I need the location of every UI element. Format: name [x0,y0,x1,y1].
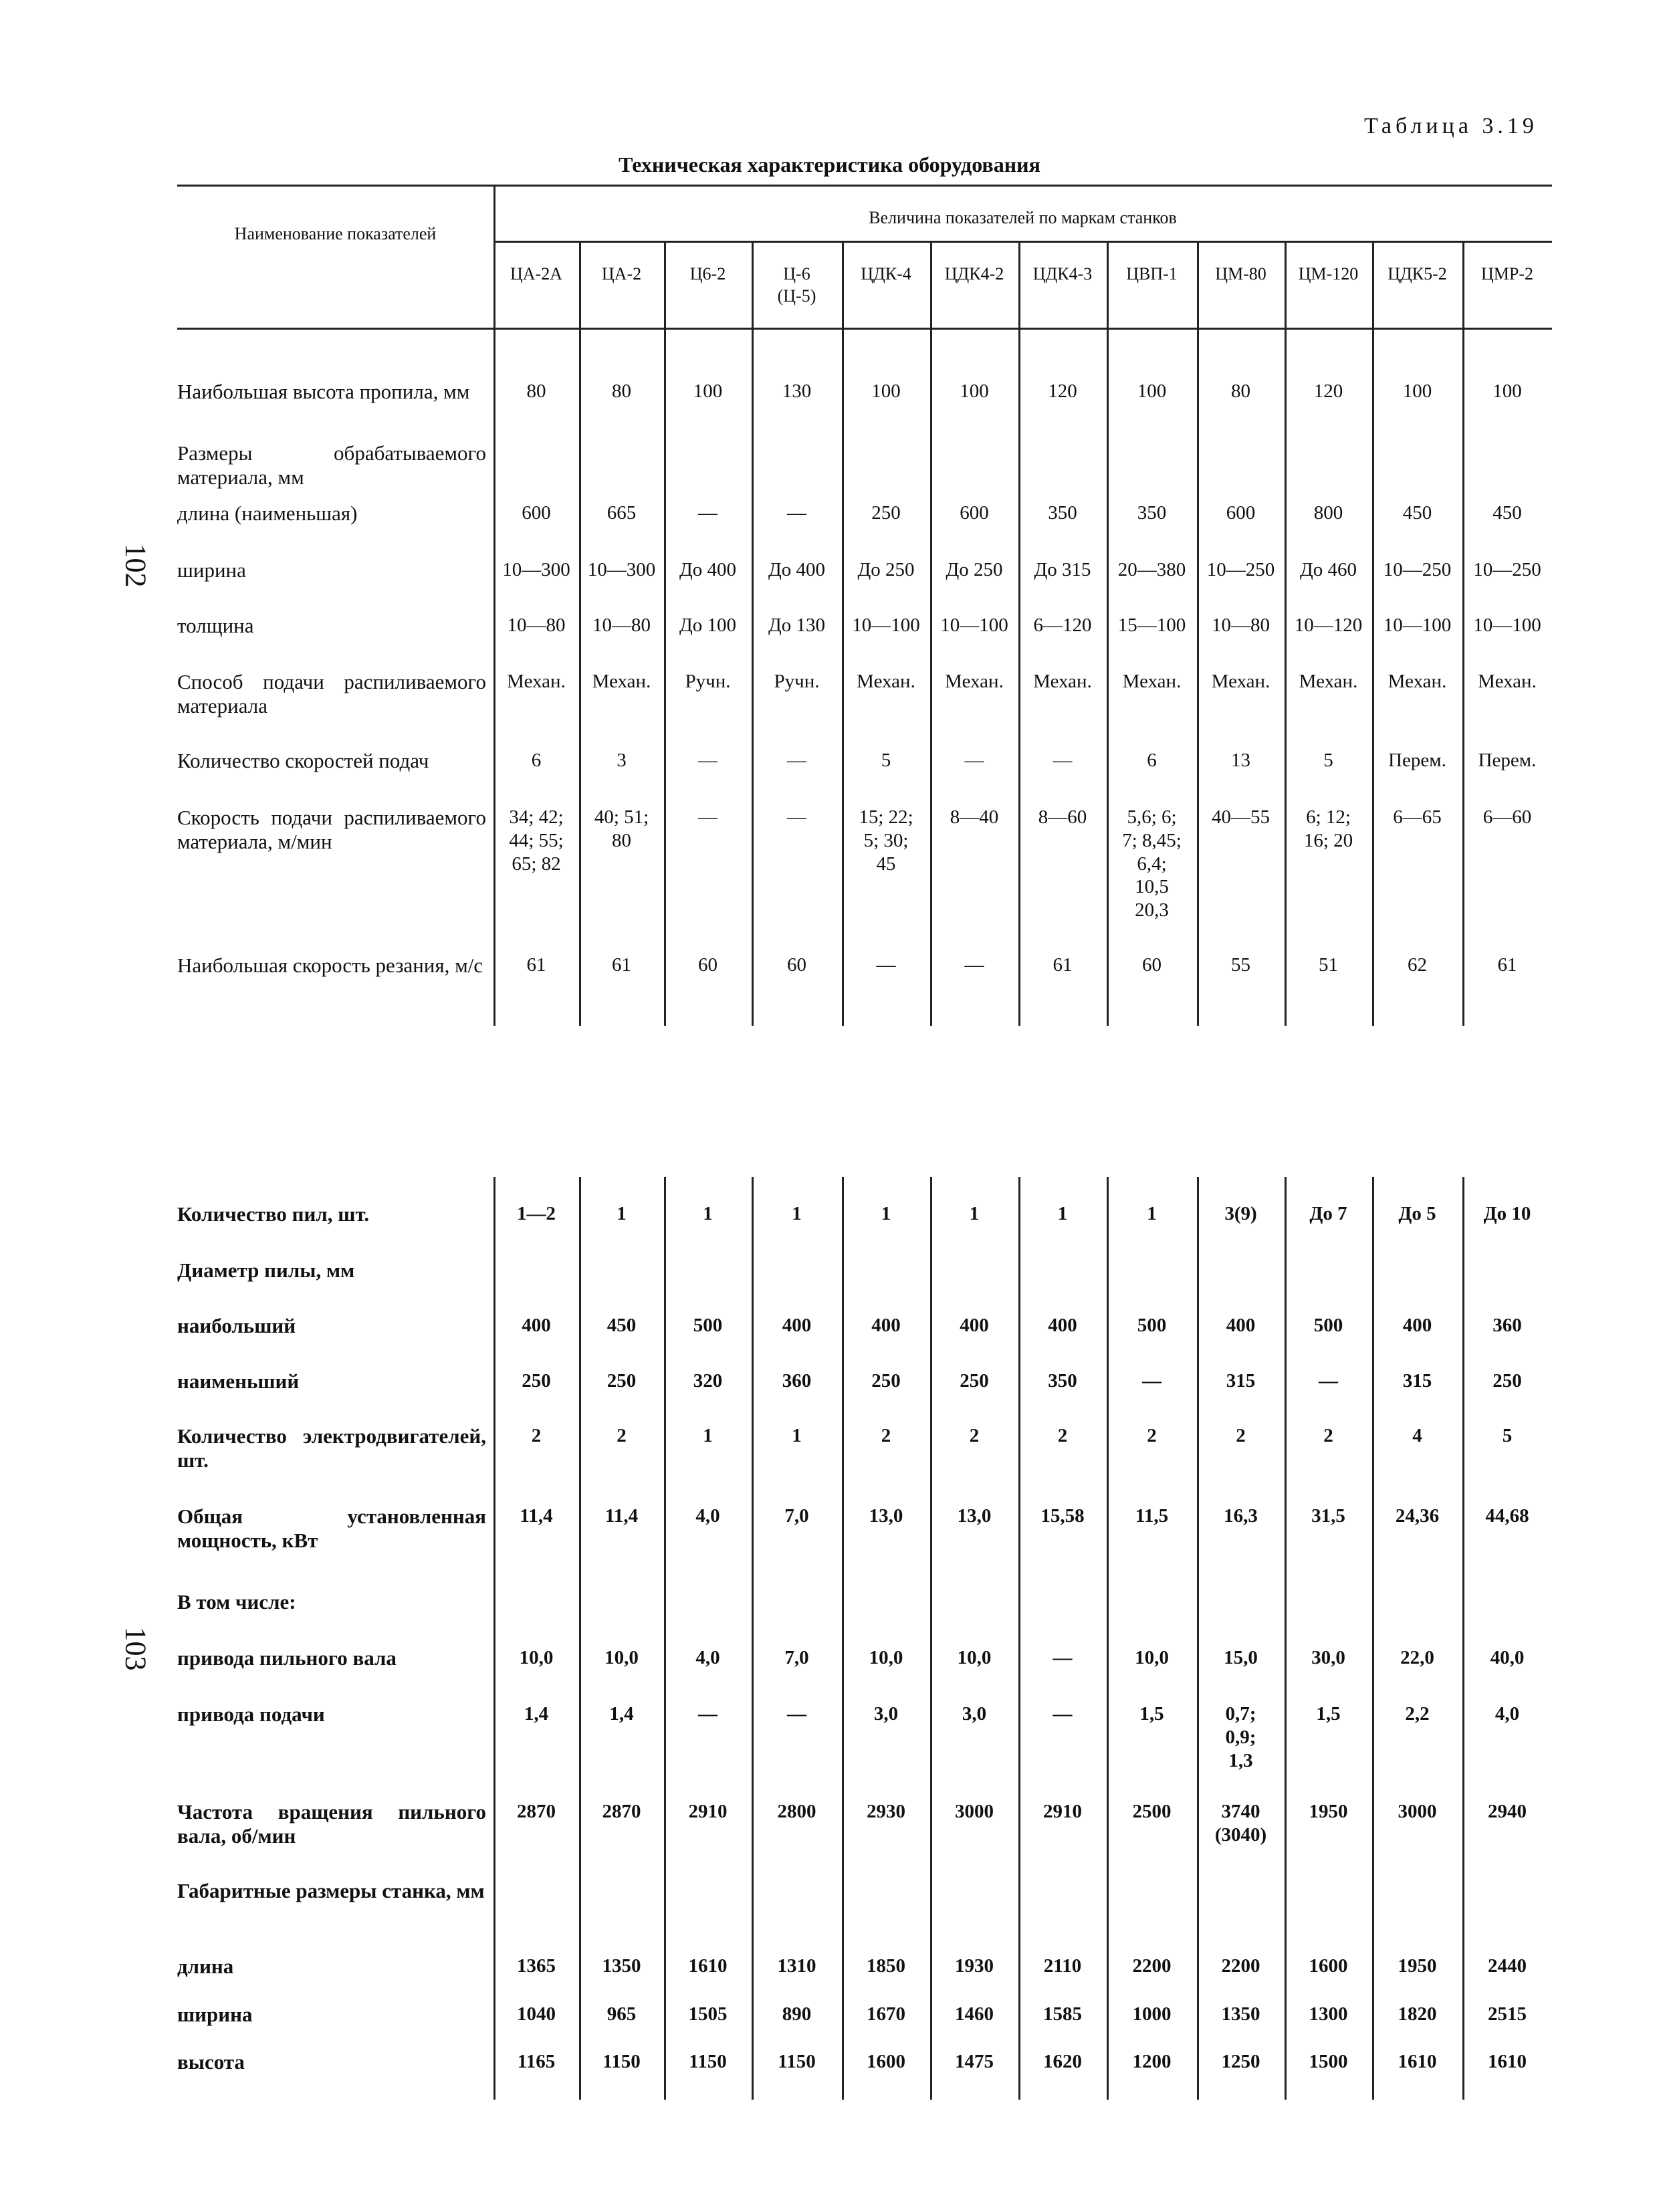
table-cell: 10—250 [1206,559,1275,580]
table-cell: 2 [1236,1425,1246,1446]
table-cell: 15,58 [1040,1505,1085,1527]
table-cell: 5 [1323,750,1333,771]
table-cell: До 5 [1398,1203,1436,1224]
table-cell: До 250 [946,559,1003,580]
row-label: Общая установленная мощность, кВт [177,1505,486,1552]
table-cell: 400 [782,1315,812,1336]
table-cell: 8—60 [1038,806,1087,828]
table-cell: 500 [1137,1315,1167,1336]
table-number-label: Таблица 3.19 [1364,114,1538,138]
table-cell: — [1142,1370,1162,1392]
table-cell: 400 [1048,1315,1077,1336]
table-cell: 1950 [1309,1801,1348,1822]
table-cell: 10—100 [940,615,1008,636]
table-cell: Механ. [945,671,1004,692]
table-cell: 2910 [688,1801,728,1822]
table-cell: 6; 12; 16; 20 [1303,806,1353,851]
table-cell: 2870 [517,1801,556,1822]
table-cell: 40,0 [1490,1647,1525,1668]
table-cell: 450 [1492,502,1522,524]
table-cell: — [698,806,717,828]
table-cell: 61 [612,954,631,976]
table-cell: 3740 (3040) [1214,1801,1267,1846]
table-cell: 1 [881,1203,891,1224]
table-cell: 100 [871,380,901,402]
table-cell: 16,3 [1224,1505,1258,1527]
table-cell: 22,0 [1400,1647,1434,1668]
table-cell: 2110 [1043,1955,1082,1977]
table-cell: 1350 [602,1955,641,1977]
table-cell: 2870 [602,1801,641,1822]
column-header-brand: ЦДК4-2 [944,264,1004,284]
table-cell: 20—380 [1117,559,1186,580]
table-cell: 360 [782,1370,812,1392]
column-header-brand: ЦМ-120 [1298,264,1359,284]
table-cell: 800 [1313,502,1343,524]
table-cell: 0,7; 0,9; 1,3 [1225,1703,1256,1771]
table-cell: 3,0 [962,1703,987,1725]
column-header-brand: ЦВП-1 [1126,264,1178,284]
table-cell: 11,4 [604,1505,639,1527]
table-cell: 1150 [778,2051,816,2072]
table-top-rule [177,185,1552,187]
table-cell: — [876,954,896,976]
table-cell: 1040 [517,2003,556,2025]
table-cell: 350 [1137,502,1167,524]
table-cell: 130 [782,380,812,402]
table-cell: 1,5 [1316,1703,1341,1725]
table-cell: 7,0 [784,1647,809,1668]
table-cell: 400 [1402,1315,1432,1336]
table-cell: — [964,954,984,976]
table-cell: 10—80 [1212,615,1270,636]
table-cell: 1 [1057,1203,1068,1224]
table-cell: 400 [1226,1315,1256,1336]
table-cell: 2 [1147,1425,1157,1446]
column-header-brand: ЦДК5-2 [1388,264,1447,284]
row-label: Количество скоростей подач [177,749,429,772]
table-cell: 5 [1502,1425,1513,1446]
table-cell: Перем. [1478,750,1537,771]
table-cell: 1350 [1221,2003,1260,2025]
table-cell: 1670 [867,2003,905,2025]
table-title: Техническая характеристика оборудования [619,152,1040,177]
table-cell: — [787,806,806,828]
table-cell: 2930 [867,1801,905,1822]
table-cell: 62 [1408,954,1427,976]
table-cell: Механ. [1211,671,1270,692]
table-cell: 1600 [1309,1955,1348,1977]
table-cell: 1930 [955,1955,994,1977]
table-cell: До 250 [857,559,915,580]
table-cell: 1620 [1043,2051,1082,2072]
row-label: Скорость подачи распиливаемого материала, м/мин [177,806,486,853]
table-cell: 2515 [1488,2003,1527,2025]
row-label: толщина [177,614,254,637]
table-cell: 100 [693,380,723,402]
table-cell: 10,0 [604,1647,639,1668]
row-label: Размеры обрабатываемого материала, мм [177,441,486,489]
table-cell: 40; 51; 80 [594,806,649,851]
table-cell: 3 [617,750,627,771]
table-cell: 60 [787,954,806,976]
table-cell: 4,0 [695,1647,720,1668]
table-cell: 100 [1492,380,1522,402]
table-cell: 13 [1231,750,1250,771]
table-cell: 10—100 [1473,615,1541,636]
row-label: Наибольшая высота пропила, мм [177,380,470,403]
row-label: Способ подачи распиливаемого материала [177,670,486,717]
table-cell: 2200 [1221,1955,1260,1977]
table-cell: 11,4 [520,1505,553,1527]
table-cell: 600 [1226,502,1256,524]
row-label: Наибольшая скорость резания, м/с [177,954,483,977]
table-cell: 250 [960,1370,989,1392]
column-divider [493,185,495,1026]
table-cell: 350 [1048,1370,1077,1392]
table-cell: 3(9) [1224,1203,1257,1224]
row-label: наименьший [177,1369,300,1393]
table-cell: 15,0 [1224,1647,1258,1668]
table-cell: — [698,502,717,524]
table-cell: 10,0 [957,1647,992,1668]
table-cell: До 10 [1483,1203,1531,1224]
table-cell: 500 [693,1315,723,1336]
header-bottom-rule [177,328,1552,330]
table-cell: 15—100 [1117,615,1186,636]
table-cell: 100 [1137,380,1167,402]
table-cell: 315 [1402,1370,1432,1392]
table-cell: 44,68 [1485,1505,1529,1527]
table-cell: 1500 [1309,2051,1348,2072]
table-cell: Механ. [1122,671,1182,692]
table-cell: 1—2 [517,1203,556,1224]
table-cell: 1600 [867,2051,905,2072]
table-cell: 2 [881,1425,891,1446]
page-number-103: 103 [119,1626,152,1671]
table-cell: — [1319,1370,1338,1392]
table-cell: 1 [617,1203,627,1224]
table-cell: 2200 [1132,1955,1172,1977]
table-cell: 80 [1231,380,1250,402]
table-cell: 450 [1402,502,1432,524]
table-cell: 400 [871,1315,901,1336]
table-cell: 1200 [1132,2051,1172,2072]
table-cell: — [698,750,717,771]
table-cell: 1 [792,1203,802,1224]
row-label: Частота вращения пильного вала, об/мин [177,1800,486,1848]
table-cell: Механ. [507,671,566,692]
table-cell: 1310 [777,1955,816,1977]
table-cell: 360 [1492,1315,1522,1336]
table-cell: 2,2 [1405,1703,1430,1725]
table-cell: 250 [522,1370,551,1392]
table-cell: 1820 [1398,2003,1437,2025]
table-cell: 1150 [602,2051,641,2072]
table-cell: 4,0 [695,1505,720,1527]
table-cell: Ручн. [774,671,820,692]
table-cell: 60 [1142,954,1162,976]
row-label: В том числе: [177,1590,296,1614]
table-cell: 1150 [689,2051,727,2072]
table-cell: 320 [693,1370,723,1392]
table-cell: 10—300 [502,559,570,580]
table-cell: 100 [1402,380,1432,402]
table-cell: 4,0 [1495,1703,1520,1725]
table-cell: 2 [1323,1425,1333,1446]
table-cell: — [1053,1647,1073,1668]
table-cell: 80 [612,380,631,402]
table-cell: 3000 [955,1801,994,1822]
column-header-brand: ЦДК4-3 [1032,264,1093,284]
table-cell: 1 [703,1425,713,1446]
row-label: Количество электродвигателей, шт. [177,1424,486,1472]
row-label: привода пильного вала [177,1646,397,1670]
table-cell: 1610 [688,1955,728,1977]
column-header-group: Величина показателей по маркам станков [869,208,1177,227]
table-cell: 890 [782,2003,812,2025]
table-cell: 1 [969,1203,980,1224]
column-header-brand: Ц6-2 [689,264,726,284]
table-cell: 30,0 [1311,1647,1345,1668]
table-cell: 1 [1147,1203,1157,1224]
table-cell: 40—55 [1212,806,1270,828]
table-cell: 10,0 [1135,1647,1169,1668]
table-cell: 1,5 [1139,1703,1164,1725]
table-cell: До 315 [1034,559,1091,580]
table-cell: 120 [1313,380,1343,402]
table-cell: 1 [703,1203,713,1224]
table-cell: 24,36 [1395,1505,1440,1527]
table-cell: 2910 [1043,1801,1082,1822]
row-label: привода подачи [177,1702,325,1726]
column-header-brand: ЦА-2 [601,264,642,284]
table-cell: 965 [606,2003,637,2025]
table-cell: 500 [1313,1315,1343,1336]
table-cell: До 460 [1299,559,1357,580]
table-cell: 10,0 [519,1647,554,1668]
table-cell: 15; 22; 5; 30; 45 [859,806,913,875]
table-cell: 6—65 [1393,806,1442,828]
table-cell: 10—250 [1473,559,1541,580]
row-label: длина [177,1955,234,1978]
table-cell: 1,4 [609,1703,634,1725]
table-cell: 13,0 [957,1505,992,1527]
table-cell: 1475 [955,2051,994,2072]
table-cell: 10—100 [1383,615,1452,636]
table-cell: 1505 [688,2003,728,2025]
table-cell: 7,0 [784,1505,809,1527]
table-cell: 10—80 [507,615,566,636]
column-header-brand: Ц-6 (Ц-5) [777,264,816,306]
table-cell: 2 [531,1425,542,1446]
table-cell: 61 [526,954,546,976]
row-label: Диаметр пилы, мм [177,1258,355,1282]
table-cell: 1460 [955,2003,994,2025]
table-cell: Ручн. [685,671,731,692]
table-cell: Механ. [1299,671,1358,692]
table-cell: 1000 [1132,2003,1172,2025]
row-label: ширина [177,558,246,582]
table-cell: 315 [1226,1370,1256,1392]
table-cell: 6 [1147,750,1157,771]
table-cell: 1610 [1488,2051,1527,2072]
table-cell: — [787,502,806,524]
row-label: длина (наименьшая) [177,502,358,525]
table-cell: 400 [960,1315,989,1336]
table-cell: Механ. [1478,671,1537,692]
table-cell: — [1053,750,1073,771]
table-cell: — [1053,1703,1073,1725]
row-label: высота [177,2050,245,2074]
table-cell: — [787,1703,806,1725]
table-cell: 10—100 [852,615,920,636]
table-cell: 2800 [777,1801,816,1822]
table-cell: Механ. [857,671,915,692]
table-cell: 10—300 [587,559,656,580]
table-cell: 1300 [1309,2003,1348,2025]
table-cell: 10—80 [592,615,651,636]
table-cell: 61 [1497,954,1517,976]
table-cell: 6—120 [1033,615,1092,636]
row-label: Количество пил, шт. [177,1202,370,1226]
table-cell: 250 [871,1370,901,1392]
table-cell: 1250 [1221,2051,1260,2072]
group-header-rule [493,241,1552,243]
table-cell: 10—250 [1383,559,1452,580]
table-cell: 2 [1057,1425,1068,1446]
table-cell: Перем. [1388,750,1446,771]
table-cell: 1585 [1043,2003,1082,2025]
table-cell: 6—60 [1482,806,1532,828]
column-header-brand: ЦМР-2 [1480,264,1533,284]
table-cell: Механ. [1388,671,1447,692]
table-cell: 250 [871,502,901,524]
table-cell: 80 [526,380,546,402]
table-cell: — [698,1703,717,1725]
table-cell: 6 [531,750,542,771]
table-cell: 5 [881,750,891,771]
column-header-brand: ЦМ-80 [1215,264,1266,284]
table-cell: 2500 [1132,1801,1172,1822]
table-cell: 5,6; 6; 7; 8,45; 6,4; 10,5 20,3 [1122,806,1182,921]
table-cell: Механ. [1033,671,1092,692]
table-cell: 400 [522,1315,551,1336]
table-cell: 31,5 [1311,1505,1345,1527]
table-cell: — [964,750,984,771]
table-cell: 61 [1053,954,1073,976]
table-cell: До 7 [1309,1203,1347,1224]
table-cell: Механ. [592,671,651,692]
table-cell: До 130 [768,615,826,636]
table-cell: 1610 [1398,2051,1437,2072]
table-cell: 51 [1319,954,1338,976]
row-label: наибольший [177,1314,296,1337]
table-cell: 1,4 [524,1703,549,1725]
table-cell: 3000 [1398,1801,1437,1822]
table-cell: 10—120 [1294,615,1363,636]
table-cell: 600 [522,502,551,524]
table-cell: 2440 [1488,1955,1527,1977]
table-cell: 3,0 [873,1703,899,1725]
table-cell: 2 [617,1425,627,1446]
table-cell: 665 [606,502,637,524]
table-cell: До 100 [679,615,737,636]
table-cell: 250 [1492,1370,1522,1392]
table-cell: 600 [960,502,989,524]
table-cell: 34; 42; 44; 55; 65; 82 [509,806,564,875]
table-cell: 13,0 [869,1505,903,1527]
row-label: Габаритные размеры станка, мм [177,1879,485,1902]
table-cell: 55 [1231,954,1250,976]
table-cell: 1950 [1398,1955,1437,1977]
column-header-param: Наименование показателей [234,224,437,243]
table-cell: 250 [606,1370,637,1392]
table-cell: 1 [792,1425,802,1446]
row-label: ширина [177,2003,253,2026]
table-cell: 8—40 [950,806,999,828]
table-cell: 60 [698,954,717,976]
table-cell: 1850 [867,1955,905,1977]
table-cell: 2 [969,1425,980,1446]
page-number-102: 102 [119,543,152,588]
column-header-brand: ЦДК-4 [861,264,911,284]
column-header-brand: ЦА-2А [510,264,562,284]
table-cell: 1165 [517,2051,556,2072]
table-cell: 10,0 [869,1647,903,1668]
table-cell: — [787,750,806,771]
table-cell: До 400 [768,559,826,580]
table-cell: До 400 [679,559,737,580]
table-cell: 2940 [1488,1801,1527,1822]
table-cell: 11,5 [1135,1505,1169,1527]
table-cell: 100 [960,380,989,402]
table-cell: 4 [1412,1425,1422,1446]
table-cell: 120 [1048,380,1077,402]
table-cell: 350 [1048,502,1077,524]
table-cell: 1365 [517,1955,556,1977]
table-cell: 450 [606,1315,637,1336]
